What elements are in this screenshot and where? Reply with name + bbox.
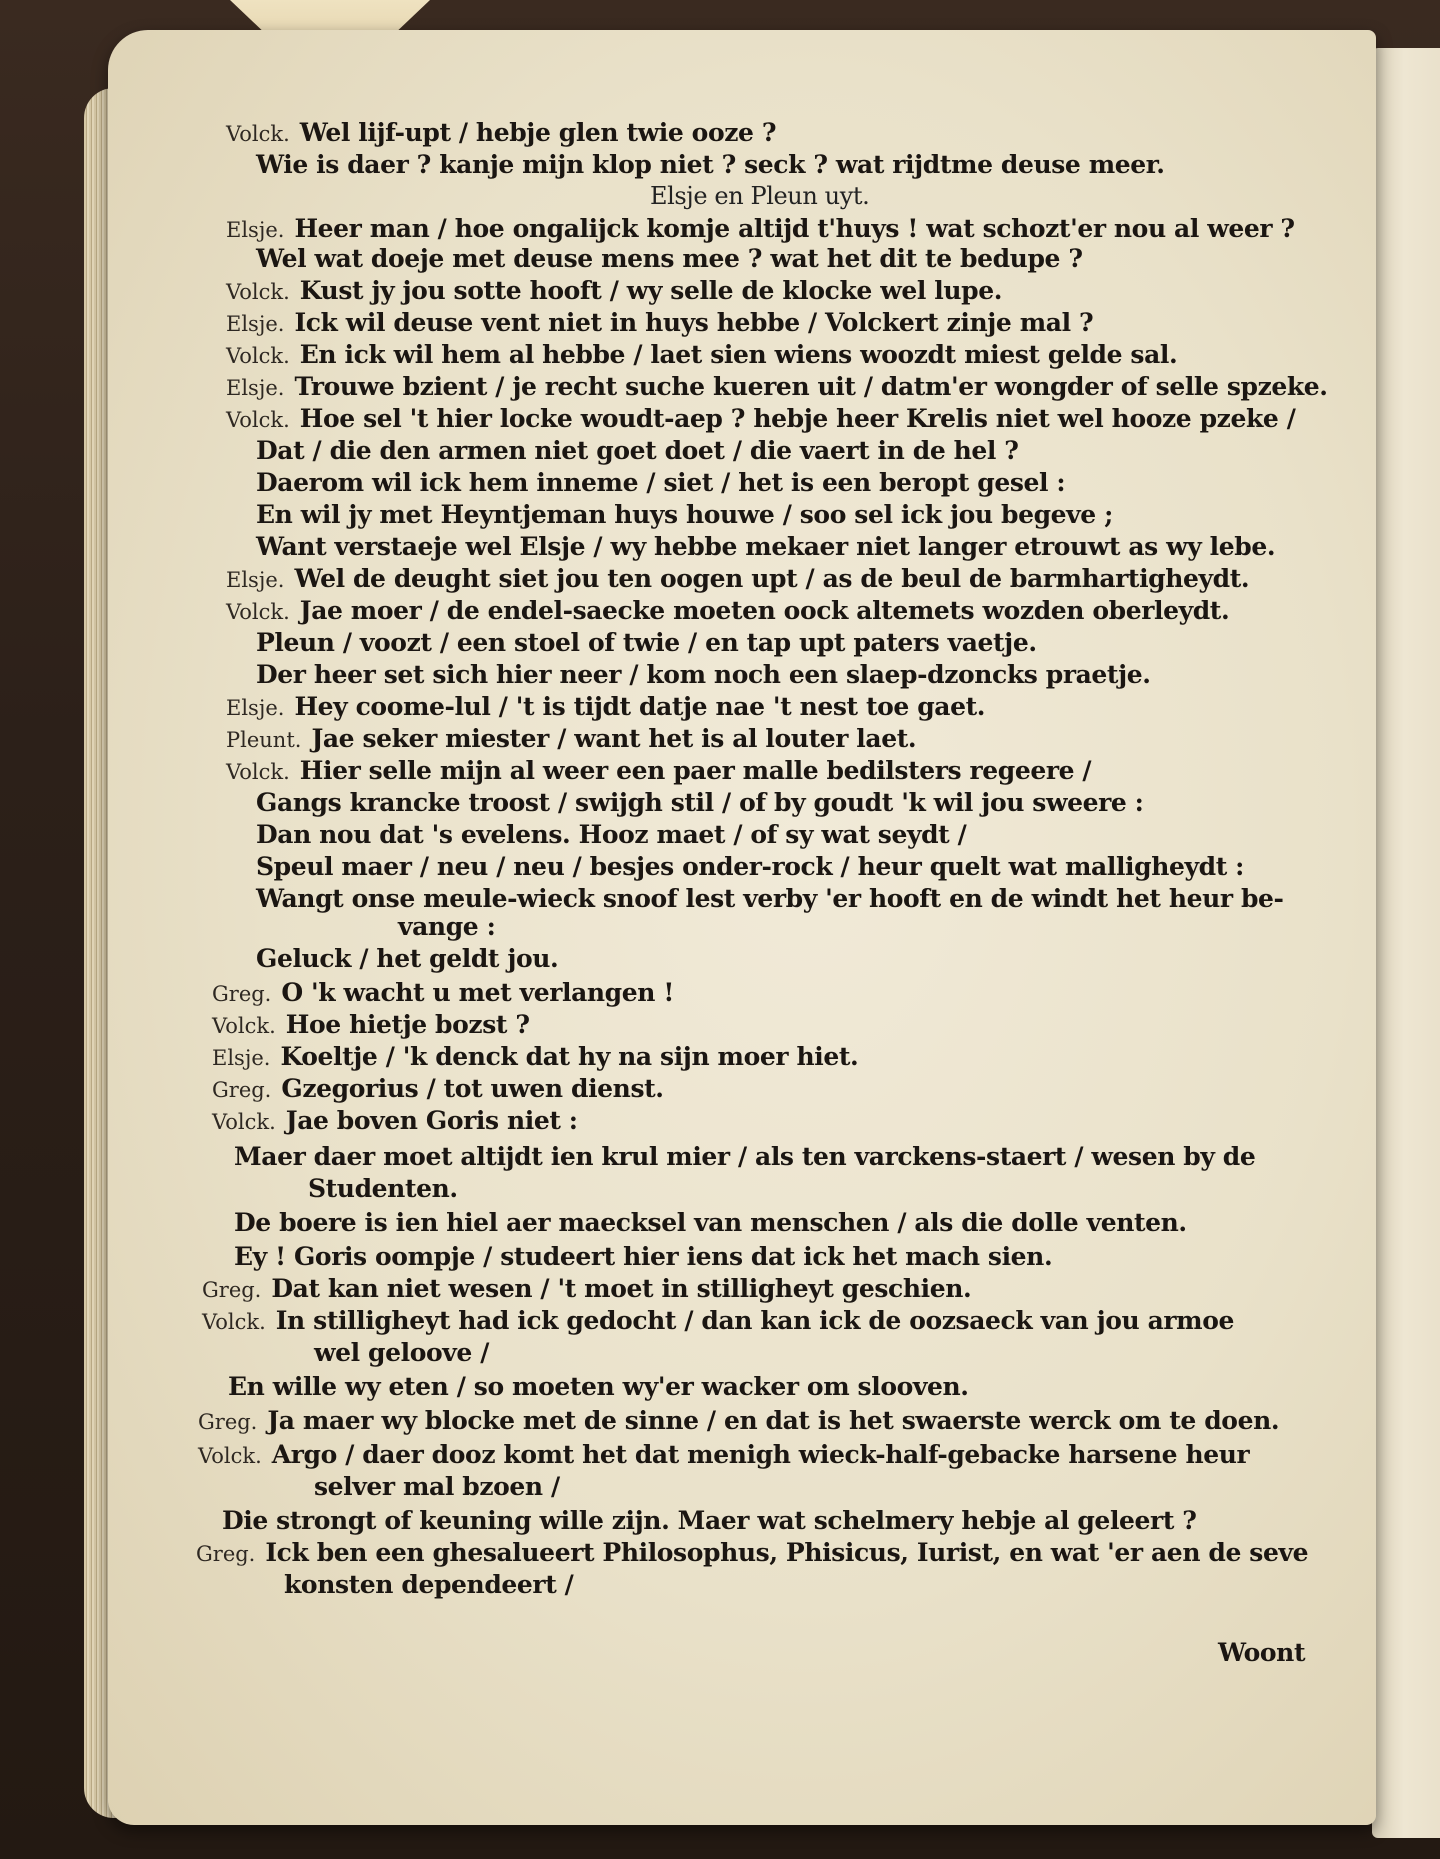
text-line (256, 150, 1165, 179)
text-line (202, 1306, 1234, 1335)
line-text: Speul maer / neu / neu / besjes onder-rock / heur quelt wat malligheydt : (256, 852, 1244, 881)
text-line (256, 944, 558, 973)
text-line (198, 1440, 1249, 1469)
line-text: Hier selle mijn al weer een paer malle bedilsters regeere / (299, 756, 1092, 785)
line-text: Dan nou dat 's evelens. Hooz maet / of sy wat seydt / (256, 820, 967, 849)
line-text: Hoe hietje bozst ? (285, 1010, 530, 1039)
line-text: Trouwe bzient / je recht suche kueren uit / datm'er wongder of selle spzeke. (294, 372, 1328, 401)
text-line (196, 1538, 1308, 1567)
text-line (256, 820, 966, 849)
line-text: Geluck / het geldt jou. (256, 944, 559, 973)
speaker-label: Greg. (212, 982, 272, 1006)
line-text: In stilligheyt had ick gedocht / dan kan ick de oozsaeck van jou armoe (275, 1306, 1234, 1335)
text-line (234, 1142, 1255, 1171)
line-text: selver mal bzoen / (314, 1472, 560, 1501)
text-line (256, 628, 1037, 657)
speaker-label: Elsje. (226, 568, 285, 592)
line-text: Ey ! Goris oompje / studeert hier iens dat ick het mach sien. (234, 1242, 1053, 1271)
text-line (234, 1208, 1187, 1237)
text-line (256, 660, 1151, 689)
line-text: Die strongt of keuning wille zijn. Maer wat schelmery hebje al geleert ? (222, 1506, 1197, 1535)
line-text: Argo / daer dooz komt het dat menigh wieck-half-gebacke harsene heur (271, 1440, 1250, 1469)
line-text: Hoe sel 't hier locke woudt-aep ? hebje heer Krelis niet wel hooze pzeke / (299, 404, 1296, 433)
speaker-label: Greg. (198, 1410, 258, 1434)
text-line (226, 692, 985, 721)
text-line (226, 596, 1229, 625)
line-text: Ick ben een ghesalueert Philosophus, Phisicus, Iurist, en wat 'er aen de seve (265, 1538, 1309, 1567)
line-text: Dat kan niet wesen / 't moet in stilligheyt geschien. (271, 1274, 972, 1303)
text-line (256, 244, 1083, 273)
speaker-label: Elsje. (226, 376, 285, 400)
line-text: Jae moer / de endel-saecke moeten oock altemets wozden oberleydt. (299, 596, 1230, 625)
text-line (226, 340, 1177, 369)
line-text: Want verstaeje wel Elsje / wy hebbe mekaer niet langer etrouwt as wy lebe. (256, 532, 1276, 561)
line-text: En wil jy met Heyntjeman huys houwe / soo sel ick jou begeve ; (256, 500, 1113, 529)
text-line (226, 372, 1328, 401)
text-line (284, 1570, 573, 1599)
text-line (314, 1472, 560, 1501)
line-text: Jae boven Goris niet : (285, 1106, 578, 1135)
speaker-label: Volck. (226, 344, 290, 368)
text-line (226, 214, 1295, 243)
text-line (256, 500, 1113, 529)
line-text: O 'k wacht u met verlangen ! (281, 978, 674, 1007)
line-text: Wel wat doeje met deuse mens mee ? wat het dit te bedupe ? (256, 244, 1083, 273)
line-text: Jae seker miester / want het is al louter laet. (311, 724, 917, 753)
text-line (256, 852, 1244, 881)
speaker-label: Volck. (226, 122, 290, 146)
speaker-label: Volck. (226, 408, 290, 432)
line-text: Maer daer moet altijdt ien krul mier / als ten varckens-staert / wesen by de (234, 1142, 1256, 1171)
text-line (226, 404, 1295, 433)
text-line (308, 1174, 458, 1203)
line-text: Heer man / hoe ongalijck komje altijd t'huys ! wat schozt'er nou al weer ? (294, 214, 1295, 243)
speaker-label: Greg. (196, 1542, 256, 1566)
line-text: En wille wy eten / so moeten wy'er wacker om slooven. (228, 1372, 969, 1401)
speaker-label: Volck. (198, 1444, 262, 1468)
text-line (226, 118, 776, 147)
text-line (226, 276, 1002, 305)
page-text (108, 30, 1376, 1825)
line-text: Gangs krancke troost / swijgh stil / of by goudt 'k wil jou sweere : (256, 788, 1144, 817)
text-line (226, 308, 1093, 337)
text-line (256, 884, 1284, 913)
line-text: Daerom wil ick hem inneme / siet / het is een beropt gesel : (256, 468, 1066, 497)
line-text: Gzegorius / tot uwen dienst. (281, 1074, 664, 1103)
book-page (108, 30, 1376, 1825)
line-text: Elsje en Pleun uyt. (650, 182, 870, 210)
text-line (256, 468, 1065, 497)
line-text: Wangt onse meule-wieck snoof lest verby 'er hooft en de windt het heur be- (256, 884, 1284, 913)
text-line (212, 1074, 664, 1103)
line-text: Wie is daer ? kanje mijn klop niet ? seck ? wat rijdtme deuse meer. (256, 150, 1165, 179)
text-line (222, 1506, 1197, 1535)
stage-direction (650, 182, 869, 210)
speaker-label: Elsje. (226, 696, 285, 720)
line-text: De boere is ien hiel aer maecksel van menschen / als die dolle venten. (234, 1208, 1187, 1237)
text-line (398, 912, 495, 941)
text-line (256, 436, 1019, 465)
text-line (212, 1010, 530, 1039)
speaker-label: Elsje. (212, 1046, 271, 1070)
line-text: Studenten. (308, 1174, 458, 1203)
speaker-label: Volck. (212, 1110, 276, 1134)
line-text: En ick wil hem al hebbe / laet sien wiens woozdt miest gelde sal. (299, 340, 1178, 369)
line-text: Dat / die den armen niet goet doet / die vaert in de hel ? (256, 436, 1019, 465)
speaker-label: Elsje. (226, 218, 285, 242)
line-text: vange : (398, 912, 496, 941)
line-text: Pleun / voozt / een stoel of twie / en tap upt paters vaetje. (256, 628, 1037, 657)
text-line (198, 1406, 1279, 1435)
catchword: Woont (1218, 1638, 1306, 1667)
text-line (212, 978, 674, 1007)
speaker-label: Volck. (226, 600, 290, 624)
line-text: Kust jy jou sotte hooft / wy selle de klocke wel lupe. (299, 276, 1003, 305)
line-text: Hey coome-lul / 't is tijdt datje nae 't nest toe gaet. (294, 692, 986, 721)
line-text: konsten dependeert / (284, 1570, 574, 1599)
text-line (228, 1372, 969, 1401)
speaker-label: Volck. (226, 760, 290, 784)
text-line (234, 1242, 1052, 1271)
line-text: Ja maer wy blocke met de sinne / en dat is het swaerste werck om te doen. (267, 1406, 1280, 1435)
speaker-label: Volck. (212, 1014, 276, 1038)
line-text: Ick wil deuse vent niet in huys hebbe / Volckert zinje mal ? (294, 308, 1094, 337)
speaker-label: Elsje. (226, 312, 285, 336)
text-line (226, 564, 1249, 593)
text-line (314, 1338, 489, 1367)
speaker-label: Greg. (202, 1278, 262, 1302)
text-line (212, 1106, 578, 1135)
speaker-label: Greg. (212, 1078, 272, 1102)
speaker-label: Volck. (202, 1310, 266, 1334)
next-page-edge (1372, 48, 1440, 1838)
text-line (212, 1042, 858, 1071)
text-line (202, 1274, 971, 1303)
line-text: wel geloove / (314, 1338, 489, 1367)
line-text: Wel lijf-upt / hebje glen twie ooze ? (299, 118, 777, 147)
text-line (256, 788, 1144, 817)
line-text: Koeltje / 'k denck dat hy na sijn moer hiet. (280, 1042, 859, 1071)
text-line (226, 724, 916, 753)
text-line (256, 532, 1275, 561)
text-line (226, 756, 1091, 785)
line-text: Wel de deught siet jou ten oogen upt / as de beul de barmhartigheydt. (294, 564, 1250, 593)
line-text: Der heer set sich hier neer / kom noch een slaep-dzoncks praetje. (256, 660, 1151, 689)
speaker-label: Pleunt. (226, 728, 302, 752)
speaker-label: Volck. (226, 280, 290, 304)
